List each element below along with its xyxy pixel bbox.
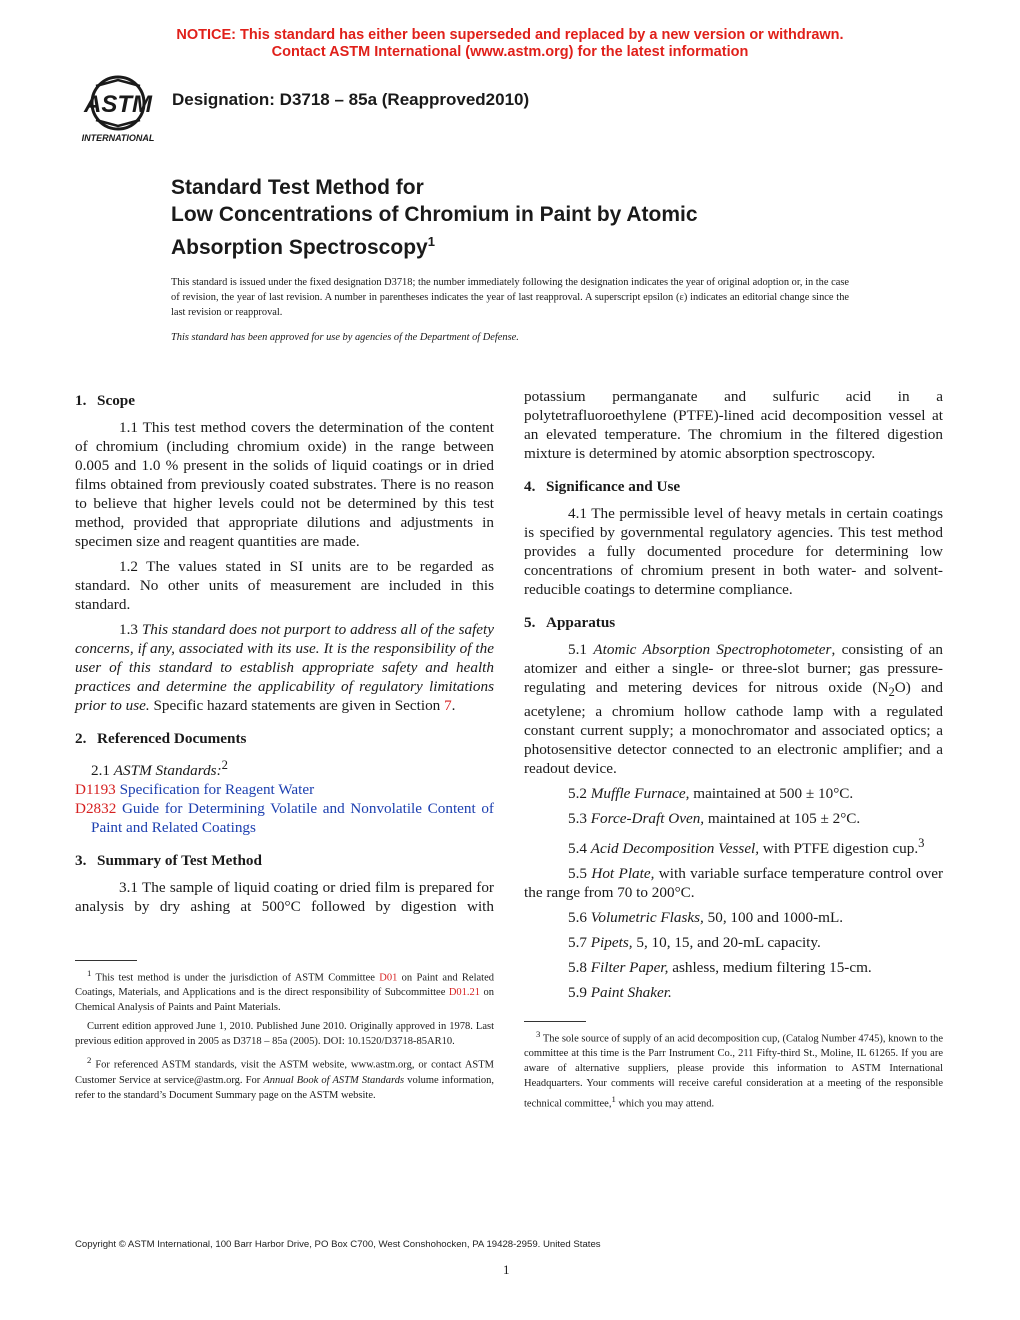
reference-d1193[interactable]: D1193 Specification for Reagent Water xyxy=(75,781,315,799)
issued-note: This standard is issued under the fixed designation D3718; the number immediately following the designation indicates the year of original adoption or, in the case of revision, the year of last revision. A number in parentheses indicates the year of last reapproval. A superscript epsilon (ε) indicates an editorial change since the last revision or reapproval. xyxy=(171,277,849,318)
document-title xyxy=(171,174,871,261)
paragraph-5-6: 5.6 Volumetric Flasks, 50, 100 and 1000-mL. xyxy=(568,909,844,927)
paragraph-5-9: 5.9 Paint Shaker. xyxy=(568,984,672,1002)
paragraph-3-1-continued xyxy=(524,387,943,463)
logo-mark-text: ASTM xyxy=(84,91,152,118)
footnote-1-edition: Current edition approved June 1, 2010. Published June 2010. Originally approved in 1978. Last previous edition approved in 2005 as D3718 – 85a (2005). DOI: 10.1520/D3718-85AR10. xyxy=(75,1020,494,1047)
copyright-line: Copyright © ASTM International, 100 Barr Harbor Drive, PO Box C700, West Conshohocken, PA 19428-2959. United States xyxy=(75,1239,601,1250)
footnotes-right xyxy=(524,1027,943,1116)
notice-line-1: NOTICE: This standard has either been superseded and replaced by a new version or withdrawn. xyxy=(176,27,844,43)
astm-logo xyxy=(74,72,162,144)
right-column xyxy=(524,387,943,1008)
footnote-1: $^1$ This test method is under the jurisdiction of ASTM Committee D01 on Paint and Related Coatings, Materials, and Applications and is the direct responsibility of Subcommittee D01.21 on Chemical Analysis of Paints and Paint Materials. xyxy=(75,968,495,1014)
footnote-2-ref[interactable]: 2 xyxy=(221,758,228,772)
paragraph-5-8: 5.8 Filter Paper, ashless, medium filtering 15-cm. xyxy=(568,959,872,977)
footnote-rule-right xyxy=(524,1021,586,1022)
designation: Designation: D3718 – 85a (Reapproved2010) xyxy=(172,90,530,109)
title-line-1: Standard Test Method for xyxy=(171,176,424,199)
footnote-3-ref[interactable]: 3 xyxy=(918,836,925,851)
paragraph-3-1-start: 3.1 The sample of liquid coating or dried film is prepared for analysis by dry ashing at 500°C followed by digestion with xyxy=(75,879,494,916)
paragraph-3-1-continued-text: potassium permanganate and sulfuric acid in a polytetrafluoroethylene (PTFE)-lined acid decomposition vessel at an elevated temperature. The chromium in the filtered digestion mixture is determined by atomic absorption spectroscopy. xyxy=(524,388,943,462)
section-7-link[interactable]: 7 xyxy=(444,697,452,714)
left-column xyxy=(75,387,494,922)
paragraph-1-2: 1.2 The values stated in SI units are to be regarded as standard. No other units of measurement are included in this standard. xyxy=(75,558,494,613)
section-heading-referenced: 2. Referenced Documents xyxy=(75,730,247,747)
reference-d2832[interactable]: D2832 Guide for Determining Volatile and Nonvolatile Content of Paint and Related Coatings xyxy=(75,800,494,837)
logo-sub-text: INTERNATIONAL xyxy=(81,133,155,143)
astm-standards-label: 2.1 ASTM Standards:$^2$ xyxy=(91,758,228,780)
title-line-2: Low Concentrations of Chromium in Paint by Atomic xyxy=(171,203,698,226)
footnotes-left xyxy=(75,966,494,1107)
footnote-3: $^3$ The sole source of supply of an acid decomposition cup, (Catalog Number 4745), known to the committee at this time is the Parr Instrument Co., 211 Fifty-third St., Moline, IL 61265. If you are aware of alternative suppliers, please provide this information to ASTM International Headquarters. Your comments will receive careful consideration at a meeting of the responsible technical committee,$^1$ which you may attend. xyxy=(524,1029,943,1110)
section-heading-significance: 4. Significance and Use xyxy=(524,478,681,495)
title-line-3: Absorption Spectroscopy xyxy=(171,236,428,259)
section-heading-summary: 3. Summary of Test Method xyxy=(75,852,262,870)
page-number: 1 xyxy=(503,1262,510,1277)
subcommittee-d01-21-link[interactable]: D01.21 xyxy=(448,987,481,999)
paragraph-5-2: 5.2 Muffle Furnace, maintained at 500 ± 10°C. xyxy=(568,785,854,803)
paragraph-5-7: 5.7 Pipets, 5, 10, 15, and 20-mL capacity. xyxy=(568,934,821,952)
footnote-rule-left xyxy=(75,960,137,961)
footnote-2: $^2$ For referenced ASTM standards, visit the ASTM website, www.astm.org, or contact ASTM Customer Service at service@astm.org. For Annual Book of ASTM Standards volume information, refer to the standard’s Document Summary page on the ASTM website. xyxy=(75,1055,494,1101)
paragraph-5-4: 5.4 Acid Decomposition Vessel, with PTFE digestion cup.$^3$ xyxy=(568,836,925,858)
paragraph-5-1: 5.1 Atomic Absorption Spectrophotometer, consisting of an atomizer and either a single- or three-slot burner; gas pressure-regulating and metering devices for nitrous oxide $(N_2O)$ and acetylene; a chromium hollow cathode lamp with a regulated constant current supply; a monochromator and associated optics; a photosensitive detector connected to an electronic amplifier; and a readout device. xyxy=(524,641,943,778)
paragraph-4-1: 4.1 The permissible level of heavy metals in certain coatings is specified by governmental regulatory agencies. This test method provides a fully documented procedure for determining low concentrations of chromium present in both water- and solvent-reducible coatings to determine compliance. xyxy=(524,505,943,598)
paragraph-1-3: 1.3 This standard does not purport to address all of the safety concerns, if any, associated with its use. It is the responsibility of the user of this standard to establish appropriate safety and health practices and determine the applicability of regulatory limitations prior to use. Specific hazard statements are given in Section 7. xyxy=(75,621,494,714)
section-heading-apparatus: 5. Apparatus xyxy=(524,614,616,631)
section-heading-scope: 1. Scope xyxy=(75,392,135,409)
title-footnote-ref[interactable]: 1 xyxy=(427,234,435,249)
committee-d01-link[interactable]: D01 xyxy=(379,972,398,984)
notice-line-2: Contact ASTM International (www.astm.org) for the latest information xyxy=(271,44,749,60)
paragraph-5-3: 5.3 Force-Draft Oven, maintained at 105 ± 2°C. xyxy=(568,810,861,828)
withdrawal-notice xyxy=(0,27,1020,61)
approved-note: This standard has been approved for use by agencies of the Department of Defense. xyxy=(171,332,519,343)
paragraph-1-1: 1.1 This test method covers the determination of the content of chromium (including chromium oxide) in the range between 0.005 and 1.0 % present in the solids of liquid coatings or in dried films obtained from previously coated substrates. There is no reason to believe that higher levels could not be determined by this test method, provided that appropriate dilutions and adjustments in specimen size and reagent quantities are made. xyxy=(75,419,494,550)
paragraph-5-5: 5.5 Hot Plate, with variable surface temperature control over the range from 70 to 200°C. xyxy=(524,865,944,902)
